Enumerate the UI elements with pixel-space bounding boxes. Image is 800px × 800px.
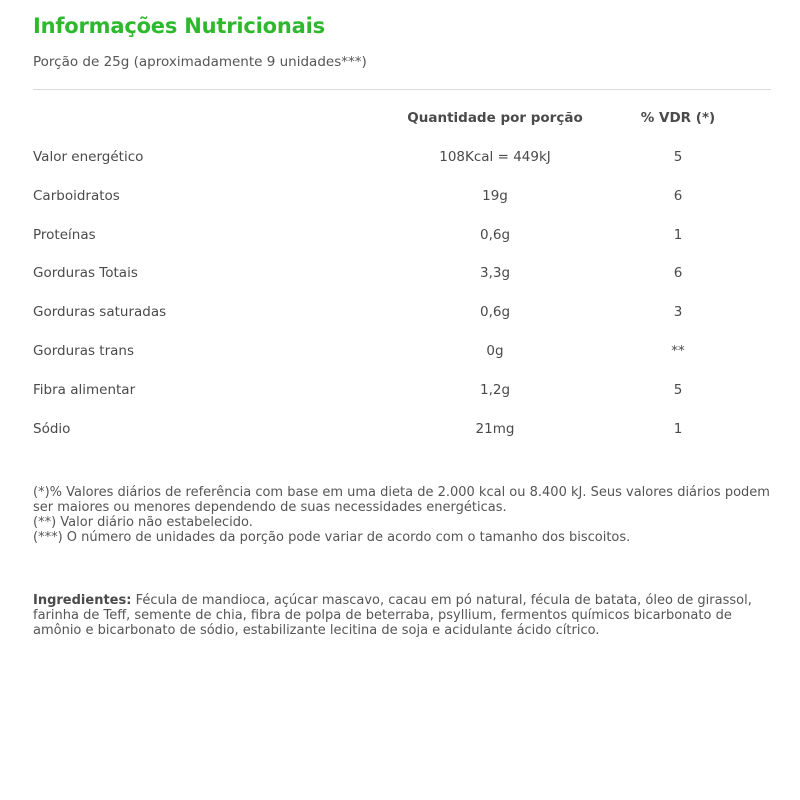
- serving-size: Porção de 25g (aproximadamente 9 unidades***): [33, 54, 367, 70]
- row-quantity: 21mg: [475, 421, 515, 437]
- row-name: Gorduras Totais: [33, 265, 138, 281]
- row-quantity: 0g: [486, 343, 504, 359]
- row-name: Fibra alimentar: [33, 382, 136, 398]
- row-vdr: 3: [673, 304, 683, 320]
- footnote-not-established: (**) Valor diário não estabelecido.: [33, 515, 253, 530]
- table-row-fiber: [0, 382, 800, 402]
- table-row-saturated-fat: [0, 304, 800, 324]
- ingredients-section: [33, 593, 778, 638]
- row-vdr: 1: [673, 421, 683, 437]
- row-vdr: 6: [673, 265, 683, 281]
- row-name: Proteínas: [33, 227, 96, 243]
- row-name: Gorduras trans: [33, 343, 135, 359]
- row-quantity: 108Kcal = 449kJ: [439, 149, 551, 165]
- row-name: Gorduras saturadas: [33, 304, 167, 320]
- footnote-units: (***) O número de unidades da porção pode variar de acordo com o tamanho dos biscoitos.: [33, 530, 631, 545]
- column-header-vdr: % VDR (*): [640, 110, 716, 126]
- table-row-total-fat: [0, 265, 800, 285]
- row-quantity: 0,6g: [479, 304, 511, 320]
- row-vdr: 1: [673, 227, 683, 243]
- ingredients-label: Ingredientes:: [33, 593, 132, 608]
- row-quantity: 0,6g: [479, 227, 511, 243]
- row-vdr: 5: [673, 382, 683, 398]
- column-header-quantity: Quantidade por porção: [407, 110, 583, 126]
- row-vdr: 6: [673, 188, 683, 204]
- page-title: Informações Nutricionais: [33, 14, 325, 38]
- row-quantity: 3,3g: [479, 265, 511, 281]
- row-name: Valor energético: [33, 149, 144, 165]
- row-name: Carboidratos: [33, 188, 120, 204]
- row-vdr: 5: [673, 149, 683, 165]
- row-quantity: 19g: [482, 188, 508, 204]
- table-row-energy: [0, 149, 800, 169]
- table-row-sodium: [0, 421, 800, 441]
- footnotes: [33, 485, 778, 545]
- table-row-carbs: [0, 188, 800, 208]
- row-name: Sódio: [33, 421, 71, 437]
- header-divider: [33, 89, 771, 90]
- table-row-trans-fat: [0, 343, 800, 363]
- row-vdr: **: [671, 343, 685, 359]
- ingredients-text: Fécula de mandioca, açúcar mascavo, cacau em pó natural, fécula de batata, óleo de girassol, farinha de Teff, semente de chia, fibra de polpa de beterraba, psyllium, fermentos químicos bicarbonato de amônio e bicarbonato de sódio, estabilizante lecitina de soja e acidulante ácido cítrico.: [33, 593, 752, 638]
- table-row-protein: [0, 227, 800, 247]
- footnote-vdr: (*)% Valores diários de referência com base em uma dieta de 2.000 kcal ou 8.400 kJ. Seus valores diários podem ser maiores ou menores dependendo de suas necessidades energéticas.: [33, 485, 770, 515]
- row-quantity: 1,2g: [479, 382, 511, 398]
